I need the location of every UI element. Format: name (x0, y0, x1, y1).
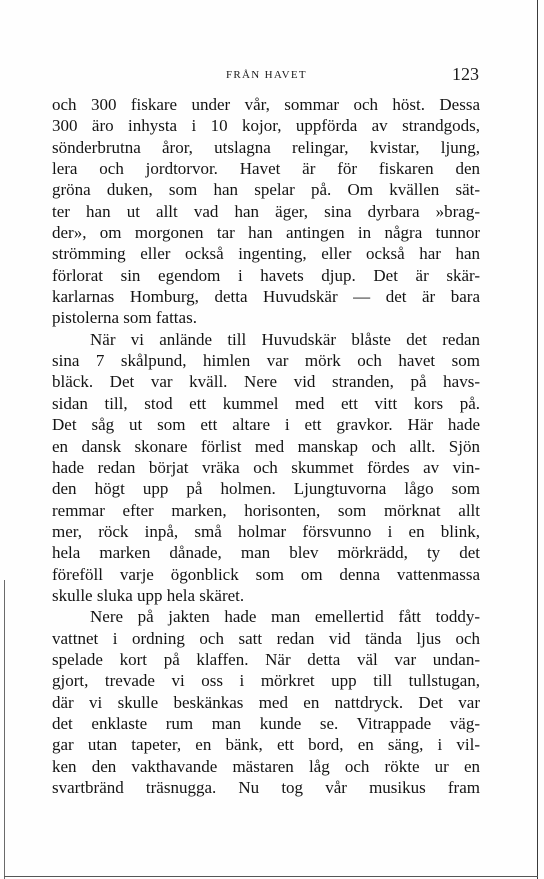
text-line: svartbränd träsnugga. Nu tog vår musikus fram (52, 778, 480, 797)
text-line: Det såg ut som ett altare i ett gravkor. Här hade (52, 415, 480, 435)
text-line: lera och jordtorvor. Havet är för fiskaren den (52, 159, 480, 179)
text-line: När vi anlände till Huvudskär blåste det redan (90, 329, 480, 349)
text-line: där vi skulle beskänkas med en nattdryck. Det var (52, 692, 480, 712)
text-line: och 300 fiskare under vår, sommar och höst. Dessa (52, 95, 480, 114)
text-line: hela marken dånade, man blev mörkrädd, ty det (52, 543, 480, 563)
text-line: ken den vakthavande mästaren låg och rökte ur en (52, 756, 480, 776)
text-line: 300 äro inhysta i 10 kojor, uppförda av strandgods, (52, 116, 480, 136)
text-line: sina 7 skålpund, himlen var mörk och havet som (52, 351, 480, 371)
text-line: ter han ut allt vad han äger, sina dyrbara »brag- (52, 201, 480, 221)
running-head (0, 66, 544, 84)
page-bottom-edge (4, 876, 538, 877)
text-line: strömming eller också ingenting, eller också har han (52, 244, 480, 264)
running-title: FRÅN HAVET (226, 69, 307, 81)
text-line: bläck. Det var kväll. Nere vid stranden, på havs- (52, 372, 480, 392)
text-line: den högt upp på holmen. Ljungtuvorna lågo som (52, 479, 480, 499)
text-line: sönderbrutna åror, utslagna relingar, kvistar, ljung, (52, 137, 480, 157)
page-left-edge (4, 580, 5, 879)
text-line: föreföll varje ögonblick som om denna vattenmassa (52, 564, 480, 584)
page-right-edge (537, 0, 538, 879)
page-number: 123 (452, 64, 479, 84)
text-line: remmar efter marken, horisonten, som mörknat allt (52, 500, 480, 520)
text-line: Nere på jakten hade man emellertid fått toddy- (90, 607, 480, 627)
text-line: hade redan börjat vräka och skummet fördes av vin- (52, 457, 480, 477)
text-line: det enklaste rum man kunde se. Vitrappade väg- (52, 713, 480, 733)
text-line: gröna duken, som han spelar på. Om kvällen sät- (52, 180, 480, 200)
text-line: vattnet i ordning och satt redan vid tända ljus och (52, 628, 480, 648)
body-text (52, 94, 480, 798)
text-line: gjort, trevade vi oss i mörkret upp till tullstugan, (52, 671, 480, 691)
text-line: sidan till, stod ett kummel med ett vitt kors på. (52, 393, 480, 413)
text-line: gar utan tapeter, en bänk, ett bord, en säng, i vil- (52, 735, 480, 755)
text-line: skulle sluka upp hela skäret. (52, 585, 245, 605)
text-line: pistolerna som fattas. (52, 308, 197, 328)
text-line: förlorat sin egendom i havets djup. Det är skär- (52, 265, 480, 285)
text-line: en dansk skonare förlist med manskap och allt. Sjön (52, 436, 480, 456)
text-line: mer, röck inpå, små holmar försvunno i en blink, (52, 521, 480, 541)
text-line: spelade kort på klaffen. När detta väl var undan- (52, 649, 480, 669)
text-line: der», om morgonen tar han antingen in några tunnor (52, 223, 480, 243)
text-line: karlarnas Homburg, detta Huvudskär — det är bara (52, 287, 480, 307)
